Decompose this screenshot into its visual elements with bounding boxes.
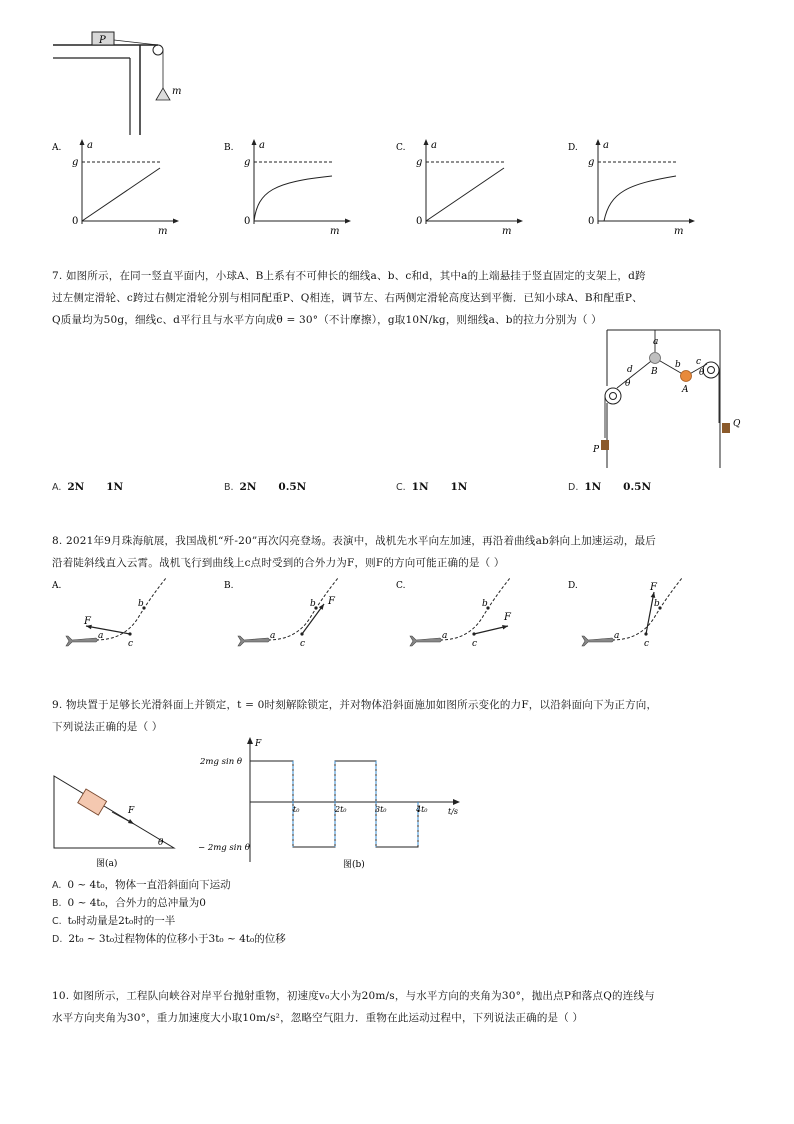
q9-option-c[interactable] — [52, 912, 612, 930]
q6-graph-c-letter: C. — [396, 143, 406, 153]
q8-figure-b-b-label: b — [310, 599, 316, 609]
q6-option-a[interactable] — [52, 136, 184, 240]
q7-label-b: b — [675, 360, 681, 370]
q6-graph-b-g-label: g — [244, 157, 251, 168]
q8-figure-d-letter: D. — [568, 581, 578, 591]
q7-option-d-text: 1N 0.5N — [584, 481, 652, 493]
q8-stem — [52, 530, 752, 574]
q9a-F-label: F — [128, 806, 135, 816]
q9-figure-b — [198, 735, 468, 870]
q6-graph-d — [568, 136, 700, 236]
q8-figure-a-c-label: c — [128, 639, 134, 649]
q8-figure-a-jet-icon — [66, 636, 98, 646]
q7-option-a-text: 2N 1N — [67, 481, 124, 493]
q7-option-b-text: 2N 0.5N — [239, 481, 307, 493]
q7-line-2: 过左侧定滑轮、c跨过右侧定滑轮分别与相同配重P、Q相连，调节左、右两侧定滑轮高度达到平衡．已知小球A、B和配重P、 — [52, 292, 643, 304]
q8-figure-d-c-label: c — [644, 639, 650, 649]
q8-figure-c-c-label: c — [472, 639, 478, 649]
q9-options — [52, 876, 612, 948]
q6-graph-a-m-label: m — [158, 226, 168, 237]
q7-label-d: d — [627, 365, 633, 375]
q8-figure-d-jet-icon — [582, 636, 614, 646]
q9b-F-label: F — [255, 739, 262, 749]
q7-option-d[interactable] — [568, 478, 651, 497]
q7-label-B: B — [651, 367, 658, 377]
q9b-axis-label: t/s — [448, 807, 459, 816]
q8-figure-b — [224, 576, 374, 664]
q6-m-label: m — [172, 86, 182, 97]
q6-option-b[interactable] — [224, 136, 356, 240]
q9-option-b[interactable] — [52, 894, 612, 912]
q9b-caption: 图(b) — [343, 860, 365, 870]
q8-figure-c-F-label: F — [504, 612, 511, 623]
q9b-t4-label: 4t₀ — [416, 805, 428, 814]
q8-figure-c-a-label: a — [442, 631, 448, 641]
q6-graph-c — [396, 136, 528, 236]
q8-figure-b-c-label: c — [300, 639, 306, 649]
q9-option-a[interactable] — [52, 876, 612, 894]
q8-figure-a-F-label: F — [84, 616, 91, 627]
q9b-pos-label: 2mg sin θ — [200, 757, 242, 767]
q7-label-Q: Q — [733, 419, 741, 429]
q6-graph-d-zero-label: 0 — [588, 216, 595, 227]
q7-option-a[interactable] — [52, 478, 123, 497]
q8-figure-b-F-label: F — [328, 596, 335, 607]
q6-option-c[interactable] — [396, 136, 528, 240]
q9-figure-a — [52, 768, 182, 873]
q6-graph-d-g-label: g — [588, 157, 595, 168]
q7-line-3: Q质量均为50g，细线c、d平行且与水平方向成θ = 30°（不计摩擦），g取10N/kg，则细线a、b的拉力分别为（ ） — [52, 314, 602, 326]
q9b-t1-label: t₀ — [293, 805, 300, 814]
q7-label-theta-left: θ — [625, 379, 631, 389]
q9b-t2-label: 2t₀ — [335, 805, 347, 814]
q6-graph-b-letter: B. — [224, 143, 234, 153]
q8-option-d[interactable] — [568, 576, 718, 668]
q7-option-c-text: 1N 1N — [411, 481, 468, 493]
q7-option-d-letter: D. — [568, 482, 579, 493]
q8-figure-b-jet-icon — [238, 636, 270, 646]
q6-setup-figure — [48, 30, 198, 138]
q9a-theta-label: θ — [158, 838, 164, 848]
q9-option-b-text: 0 ~ 4t₀，合外力的总冲量为0 — [67, 897, 206, 909]
q8-figure-d-F-label: F — [650, 582, 657, 593]
q8-figure-a — [52, 576, 202, 664]
q8-figure-c-b-label: b — [482, 599, 488, 609]
q9-option-d[interactable] — [52, 930, 612, 948]
q7-option-a-letter: A. — [52, 482, 62, 493]
q6-graph-b-a-label: a — [259, 140, 265, 151]
q9-option-c-letter: C. — [52, 916, 62, 927]
q6-option-d[interactable] — [568, 136, 700, 240]
q9-option-a-letter: A. — [52, 880, 62, 891]
q9-line-2: 下列说法正确的是（ ） — [52, 721, 163, 733]
q6-graph-a-a-label: a — [87, 140, 93, 151]
q6-graph-a-letter: A. — [52, 143, 62, 153]
q8-figure-d — [568, 576, 718, 664]
q9-option-c-text: t₀时动量是2t₀时的一半 — [67, 915, 176, 927]
q6-graph-c-m-label: m — [502, 226, 512, 237]
q7-stem — [52, 265, 742, 331]
q7-line-1: 7. 如图所示，在同一竖直平面内，小球A、B上系有不可伸长的细线a、b、c和d，其中a的上端悬挂于竖直固定的支架上，d跨 — [52, 270, 646, 282]
q9-stem — [52, 694, 752, 738]
q7-option-b[interactable] — [224, 478, 306, 497]
q6-graph-c-g-label: g — [416, 157, 423, 168]
q10-line-1: 10. 如图所示，工程队向峡谷对岸平台抛射重物，初速度v₀大小为20m/s，与水平方向的夹角为30°，抛出点P和落点Q的连线与 — [52, 990, 655, 1002]
q8-line-2: 沿着陡斜线直入云霄。战机飞行到曲线上c点时受到的合外力为F，则F的方向可能正确的是（ ） — [52, 557, 505, 569]
q7-label-P: P — [593, 445, 600, 455]
q9-option-d-letter: D. — [52, 934, 63, 945]
q7-label-c: c — [696, 357, 702, 367]
q8-option-b[interactable] — [224, 576, 374, 668]
q6-graph-d-letter: D. — [568, 143, 578, 153]
q7-label-theta-right: θ — [699, 368, 705, 378]
q8-option-a[interactable] — [52, 576, 202, 668]
q8-figure-d-b-label: b — [654, 599, 660, 609]
q9-option-a-text: 0 ~ 4t₀，物体一直沿斜面向下运动 — [67, 879, 231, 891]
q8-figure-a-letter: A. — [52, 581, 62, 591]
q9a-caption: 图(a) — [96, 859, 118, 869]
q8-figure-d-a-label: a — [614, 631, 620, 641]
q7-option-b-letter: B. — [224, 482, 234, 493]
q7-label-A: A — [682, 385, 689, 395]
q6-graph-b — [224, 136, 356, 236]
q8-figure-c-letter: C. — [396, 581, 406, 591]
q6-graph-a-g-label: g — [72, 157, 79, 168]
q7-label-a: a — [653, 337, 659, 347]
q6-graph-d-m-label: m — [674, 226, 684, 237]
q9-option-d-text: 2t₀ ~ 3t₀过程物体的位移小于3t₀ ~ 4t₀的位移 — [68, 933, 286, 945]
q8-figure-c — [396, 576, 546, 664]
q9-option-b-letter: B. — [52, 898, 62, 909]
q6-p-label: P — [99, 35, 106, 46]
q6-graph-c-zero-label: 0 — [416, 216, 423, 227]
q6-graph-c-a-label: a — [431, 140, 437, 151]
q10-line-2: 水平方向夹角为30°，重力加速度大小取10m/s²，忽略空气阻力．重物在此运动过程中，下列说法正确的是（ ） — [52, 1012, 584, 1024]
q6-graph-b-zero-label: 0 — [244, 216, 251, 227]
q6-graph-a — [52, 136, 184, 236]
q7-option-c[interactable] — [396, 478, 467, 497]
q6-graph-d-a-label: a — [603, 140, 609, 151]
q7-option-c-letter: C. — [396, 482, 406, 493]
q9-line-1: 9. 物块置于足够长光滑斜面上并锁定，t = 0时刻解除锁定，并对物体沿斜面施加如图所示变化的力F，以沿斜面向下为正方向， — [52, 699, 658, 711]
q8-figure-b-a-label: a — [270, 631, 276, 641]
q8-figure-a-a-label: a — [98, 631, 104, 641]
q7-pulley-figure — [595, 328, 755, 473]
q10-stem — [52, 985, 752, 1029]
q8-figure-c-jet-icon — [410, 636, 442, 646]
q6-graph-b-m-label: m — [330, 226, 340, 237]
q8-figure-a-b-label: b — [138, 599, 144, 609]
q8-line-1: 8. 2021年9月珠海航展，我国战机“歼-20”再次闪亮登场。表演中，战机先水平向左加速，再沿着曲线ab斜向上加速运动，最后 — [52, 535, 656, 547]
q9b-neg-label: − 2mg sin θ — [198, 843, 250, 853]
q6-graph-a-zero-label: 0 — [72, 216, 79, 227]
q8-figure-b-letter: B. — [224, 581, 234, 591]
q8-option-c[interactable] — [396, 576, 546, 668]
q9b-t3-label: 3t₀ — [375, 805, 387, 814]
